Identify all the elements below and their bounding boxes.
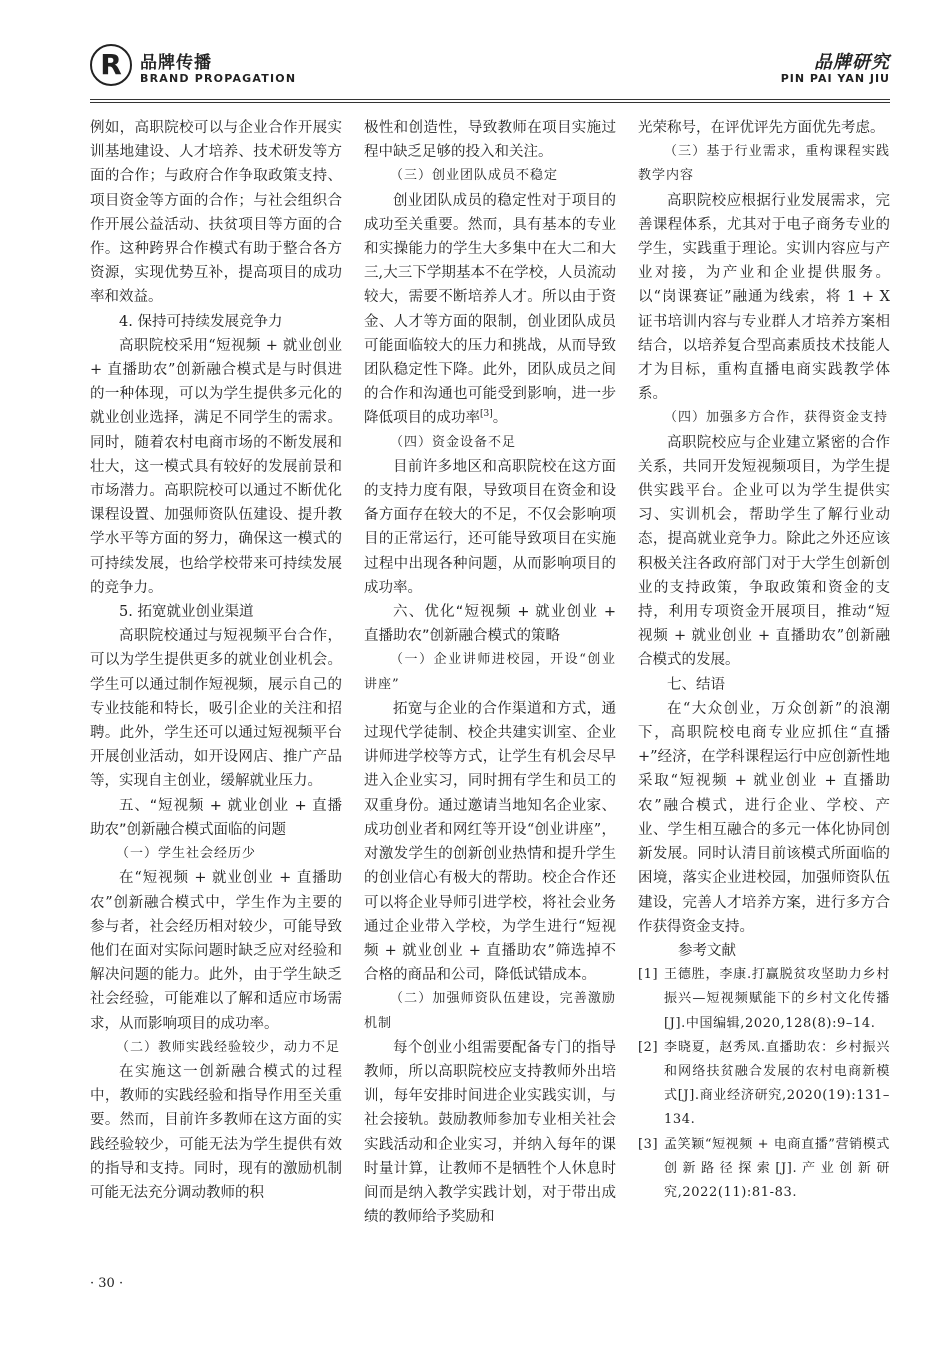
header-rule [90, 99, 890, 100]
page-number: · 30 · [90, 1276, 124, 1291]
paragraph: 拓宽与企业的合作渠道和方式，通过现代学徒制、校企共建实训室、企业讲师进学校等方式，让学生有机会尽早进入企业实习，同时拥有学生和员工的双重身份。通过邀请当地知名企业家、成功创业者和网红等开设“创业讲座”，对激发学生的创新创业热情和提升学生的创业信心有极大的帮助。校企合作还可以将企业导师引进学校，将社会业务通过企业带入学校，为学生进行“短视频 + 就业创业 + 直播助农”筛选掉不合格的商品和公司，降低试错成本。 [364, 700, 616, 984]
column-2 [364, 116, 616, 1229]
paragraph: 在“短视频 + 就业创业 + 直播助农”创新融合模式中，学生作为主要的参与者，社会经历相对较少，可能导致他们在面对实际问题时缺乏应对经验和解决问题的能力。此外，由于学生缺乏社会经验，可能难以了解和适应市场需求，从而影响项目的成功率。 [90, 870, 342, 1032]
reference-item: [1] 王德胜，李康.打赢脱贫攻坚助力乡村振兴—短视频赋能下的乡村文化传播[J].中国编辑,2020,128(8):9–14. [638, 967, 890, 1031]
paragraph: 高职院校应与企业建立紧密的合作关系，共同开发短视频项目，为学生提供实践平台。企业可以为学生提供实习、实训机会，帮助学生了解行业动态，提高就业竞争力。除此之外还应该积极关注各政府部门对于大学生创新创业的支持政策，争取政策和资金的支持，利用专项资金开展项目，推动“短视频 + 就业创业 + 直播助农”创新融合模式的发展。 [638, 434, 890, 669]
paragraph: 光荣称号，在评优评先方面优先考虑。 [638, 120, 885, 136]
paragraph: 在实施这一创新融合模式的过程中，教师的实践经验和指导作用至关重要。然而，目前许多教师在这方面的实践经验较少，可能无法为学生提供有效的指导和支持。同时，现有的激励机制可能无法充分调动教师的积 [90, 1063, 342, 1201]
subsection-heading: （三）创业团队成员不稳定 [390, 168, 559, 184]
subsection-heading: （四）加强多方合作，获得资金支持 [664, 410, 889, 426]
subsection-heading: （二）教师实践经验较少，动力不足 [116, 1039, 341, 1055]
column-1 [90, 116, 342, 1205]
registered-logo-icon: R [90, 44, 132, 86]
brand-subtitle: BRAND PROPAGATION [140, 72, 297, 85]
paragraph: 高职院校应根据行业发展需求，完善课程体系，尤其对于电子商务专业的学生，实践重于理论。实训内容应与产业对接，为产业和企业提供服务。以“岗课赛证”融通为线索，将 1 + X 证书培训内容与专业群人才培养方案相结合，以培养复合型高素质技术技能人才为目标，重构直播电商实践教学体系。 [638, 192, 890, 403]
subheading: 4. 保持可持续发展竞争力 [119, 313, 283, 330]
paragraph: 创业团队成员的稳定性对于项目的成功至关重要。然而，具有基本的专业和实操能力的学生大多集中在大二和大三,大三下学期基本不在学校，人员流动较大，需要不断培养人才。所以由于资金、人才等方面的限制，创业团队成员可能面临较大的压力和挑战，从而导致团队稳定性下降。此外，团队成员之间的合作和沟通也可能受到影响，进一步降低项目的成功率[3]。 [364, 192, 616, 427]
subsection-heading: （三）基于行业需求，重构课程实践教学内容 [638, 144, 890, 184]
section-subtitle: PIN PAI YAN JIU [780, 72, 890, 85]
paragraph: 每个创业小组需要配备专门的指导教师，所以高职院校应支持教师外出培训，每年安排时间进企业实践实训，与社会接轨。鼓励教师参加专业相关社会实践活动和企业实习，并纳入每年的课时量计算，让教师不是牺牲个人休息时间而是纳入教学实践计划，对于带出成绩的教师给予奖励和 [364, 1039, 616, 1226]
header-rule-thin [90, 102, 890, 103]
subsection-heading: （一）企业讲师进校园，开设“创业讲座” [364, 652, 616, 692]
section-heading: 五、“短视频 + 就业创业 + 直播助农”创新融合模式面临的问题 [90, 797, 342, 838]
subheading: 5. 拓宽就业创业渠道 [119, 604, 254, 621]
section-heading: 七、结语 [667, 676, 725, 693]
paragraph: 目前许多地区和高职院校在这方面的支持力度有限，导致项目在资金和设备方面存在较大的不足，不仅会影响项目的正常运行，还可能导致项目在实施过程中出现各种问题，从而影响项目的成功率。 [364, 458, 616, 596]
subsection-heading: （二）加强师资队伍建设，完善激励机制 [364, 991, 616, 1031]
paragraph: 在“大众创业，万众创新”的浪潮下，高职院校电商专业应抓住“直播 +”经济，在学科课程运行中应创新性地采取“短视频 + 就业创业 + 直播助农”融合模式，进行企业、学校、产业、学生相互融合的多元一体化协同创新发展。同时认清目前该模式所面临的困境，落实企业进校园，加强师资队伍建设，完善人才培养方案，进行多方合作获得资金支持。 [638, 700, 890, 935]
paragraph: 高职院校采用“短视频 + 就业创业 + 直播助农”创新融合模式是与时俱进的一种体现，可以为学生提供多元化的就业创业选择，满足不同学生的需求。同时，随着农村电商市场的不断发展和壮大，这一模式具有较好的发展前景和市场潜力。高职院校可以通过不断优化课程设置、加强师资队伍建设、提升教学水平等方面的努力，确保这一模式的可持续发展，也给学校带来可持续发展的竞争力。 [90, 337, 342, 596]
reference-item: [3] 孟笑颖“短视频 + 电商直播”营销模式创新路径探索[J].产业创新研究,2022(11):81-83. [638, 1136, 890, 1200]
section-title: 品牌研究 [814, 52, 890, 73]
column-3 [638, 116, 890, 1205]
references-title: 参考文献 [678, 942, 736, 959]
brand-title: 品牌传播 [140, 53, 212, 73]
subsection-heading: （一）学生社会经历少 [116, 846, 257, 862]
section-heading: 六、优化“短视频 + 就业创业 + 直播助农”创新融合模式的策略 [364, 604, 616, 645]
paragraph: 极性和创造性，导致教师在项目实施过程中缺乏足够的投入和关注。 [364, 120, 616, 161]
citation: [3] [480, 409, 493, 420]
reference-item: [2] 李晓夏，赵秀凤.直播助农：乡村振兴和网络扶贫融合发展的农村电商新模式[J].商业经济研究,2020(19):131–134. [638, 1039, 890, 1128]
paragraph: 例如，高职院校可以与企业合作开展实训基地建设、人才培养、技术研发等方面的合作；与政府合作争取政策支持、项目资金等方面的合作；与社会组织合作开展公益活动、扶贫项目等方面的合作。这种跨界合作模式有助于整合各方资源，实现优势互补，提高项目的成功率和效益。 [90, 120, 342, 306]
subsection-heading: （四）资金设备不足 [390, 434, 517, 450]
paragraph: 高职院校通过与短视频平台合作，可以为学生提供更多的就业创业机会。学生可以通过制作短视频，展示自己的专业技能和特长，吸引企业的关注和招聘。此外，学生还可以通过短视频平台开展创业活动，如开设网店、推广产品等，实现自主创业，缓解就业压力。 [90, 628, 342, 790]
page-header [90, 44, 890, 94]
